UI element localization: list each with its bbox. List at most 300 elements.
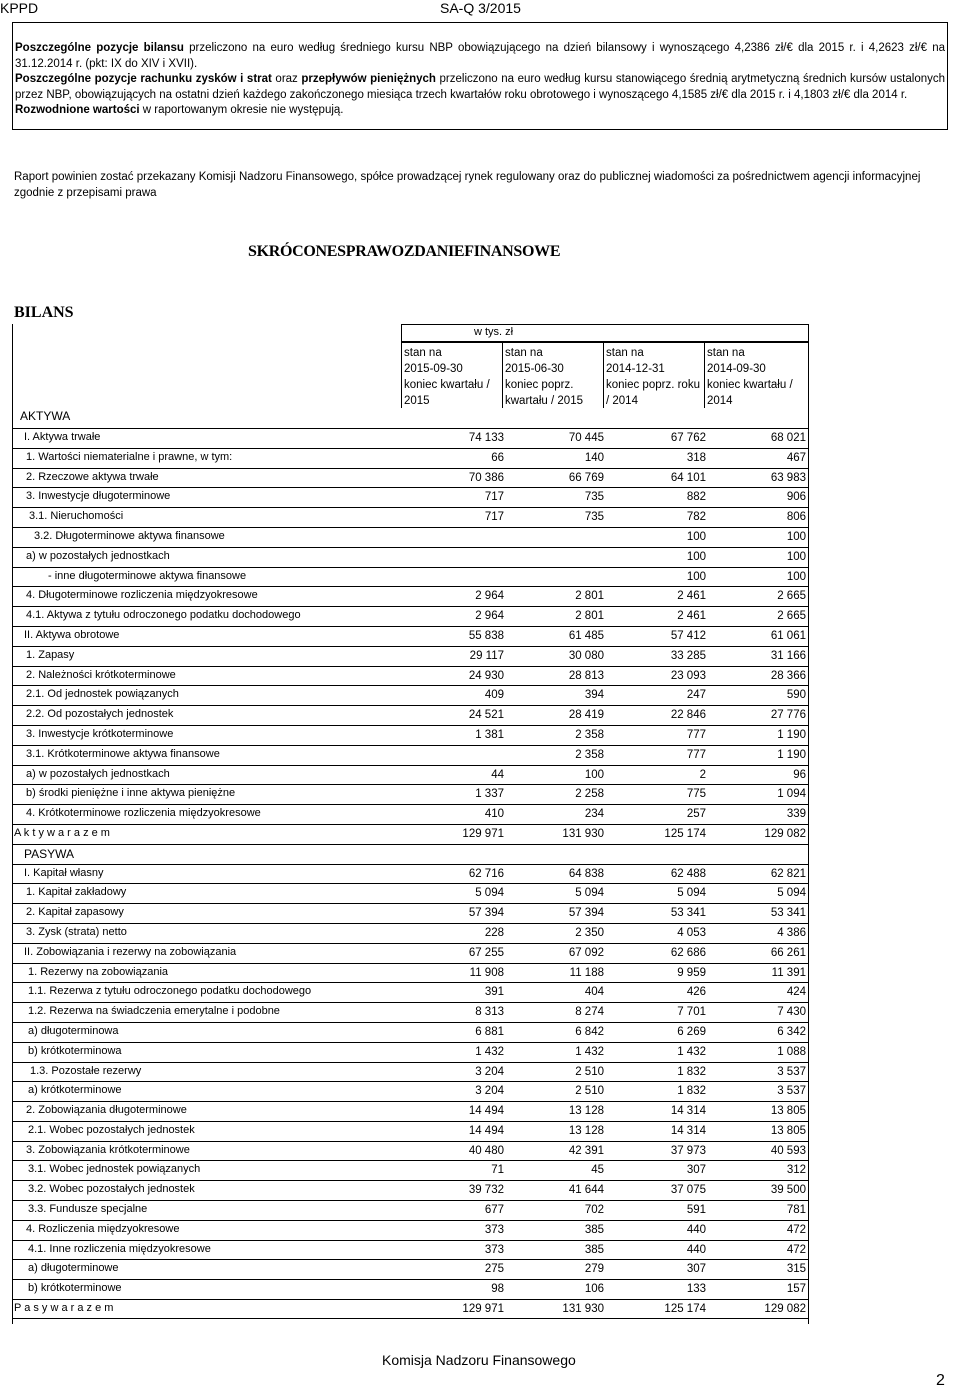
row-value-col-1: 3 204 bbox=[475, 1085, 504, 1098]
document-title: SKRÓCONESPRAWOZDANIEFINANSOWE bbox=[248, 243, 561, 260]
row-value-col-3: 2 461 bbox=[677, 590, 706, 603]
row-label: - inne długoterminowe aktywa finansowe bbox=[48, 569, 247, 582]
column-header-line: koniec kwartału / bbox=[404, 379, 490, 391]
notes-bold-3: Rozwodnione wartości bbox=[15, 104, 140, 116]
table-row bbox=[12, 883, 809, 903]
row-value-col-2: 1 432 bbox=[575, 1045, 604, 1058]
table-row bbox=[12, 507, 809, 527]
row-value-col-3: 7 701 bbox=[677, 1006, 706, 1019]
row-label: a) w pozostałych jednostkach bbox=[26, 549, 170, 562]
column-header-line: koniec poprz. bbox=[505, 379, 574, 391]
row-value-col-3: 307 bbox=[686, 1263, 706, 1276]
column-header-line: / 2014 bbox=[606, 395, 638, 407]
row-value-col-2: 64 838 bbox=[568, 867, 604, 880]
row-value-col-3: 100 bbox=[686, 530, 706, 543]
row-value-col-4: 472 bbox=[786, 1223, 806, 1236]
row-value-col-3: 57 412 bbox=[670, 629, 706, 642]
table-row bbox=[12, 765, 809, 785]
row-label: 4.1. Inne rozliczenia międzyokresowe bbox=[28, 1242, 211, 1255]
row-value-col-3: 777 bbox=[686, 748, 706, 761]
row-label: 1.2. Rezerwa na świadczenia emerytalne i podobne bbox=[28, 1005, 280, 1018]
notes-bold-1: Poszczególne pozycje bilansu bbox=[15, 42, 184, 54]
units-box bbox=[401, 324, 809, 342]
row-label: 4. Rozliczenia międzyokresowe bbox=[26, 1222, 180, 1235]
row-value-col-4: 28 366 bbox=[770, 669, 806, 682]
row-value-col-3: 37 075 bbox=[670, 1184, 706, 1197]
row-value-col-2: 66 769 bbox=[568, 471, 604, 484]
row-value-col-1: 409 bbox=[484, 689, 504, 702]
row-value-col-4: 2 665 bbox=[777, 590, 806, 603]
row-value-col-4: 339 bbox=[786, 808, 806, 821]
table-row bbox=[12, 646, 809, 666]
column-header-1 bbox=[401, 342, 502, 408]
row-label: 1. Zapasy bbox=[26, 648, 75, 661]
row-value-col-2: 11 188 bbox=[569, 966, 604, 979]
row-value-col-3: 777 bbox=[686, 728, 706, 741]
units-label: w tys. zł bbox=[474, 326, 514, 338]
row-label: 3.2. Długoterminowe aktywa finansowe bbox=[34, 529, 225, 542]
table-row bbox=[12, 1279, 809, 1299]
row-label: a) długoterminowe bbox=[28, 1262, 119, 1275]
table-row bbox=[12, 1081, 809, 1101]
row-value-col-2: 404 bbox=[584, 986, 604, 999]
row-label: 1. Rezerwy na zobowiązania bbox=[28, 965, 169, 978]
table-row bbox=[12, 1180, 809, 1200]
row-value-col-2: 394 bbox=[584, 689, 604, 702]
row-value-col-2: 735 bbox=[584, 511, 604, 524]
table-row bbox=[12, 567, 809, 587]
row-value-col-2: 2 358 bbox=[575, 728, 604, 741]
row-value-col-4: 781 bbox=[786, 1204, 806, 1217]
row-value-col-4: 472 bbox=[786, 1243, 806, 1256]
table-row bbox=[12, 1042, 809, 1062]
column-header-line: stan na bbox=[404, 347, 442, 359]
row-label: a) krótkoterminowe bbox=[28, 1084, 122, 1097]
notes-bold-2: Poszczególne pozycje rachunku zysków i strat bbox=[15, 73, 272, 85]
table-row bbox=[12, 428, 809, 448]
row-value-col-1: 717 bbox=[484, 491, 504, 504]
row-value-col-1: 11 908 bbox=[469, 966, 504, 979]
row-value-col-2: 13 128 bbox=[568, 1105, 604, 1118]
notes-text-2: przeliczono na euro według kursu stanowiącego średnią arytmetyczną średnich kursów ustalonych przez NBP, obowiązujących na ostatni dzień każdego zakończonego miesiąca trzech kwartałów roku obrotowego i wynoszącego 4,1585 zł/€ dla 2015 r. i 4,1803 zł/€ dla 2014 r. bbox=[15, 73, 946, 101]
row-label: PASYWA bbox=[24, 846, 75, 861]
footer-label: Komisja Nadzoru Finansowego bbox=[382, 1352, 576, 1368]
row-value-col-4: 315 bbox=[786, 1263, 806, 1276]
row-value-col-2: 131 930 bbox=[562, 1303, 604, 1316]
row-value-col-3: 33 285 bbox=[670, 649, 706, 662]
table-row bbox=[12, 804, 809, 824]
row-value-col-2: 735 bbox=[584, 491, 604, 504]
row-label: 1.3. Pozostałe rezerwy bbox=[30, 1064, 142, 1077]
table-row bbox=[12, 487, 809, 507]
row-value-col-1: 5 094 bbox=[475, 887, 504, 900]
row-value-col-4: 53 341 bbox=[770, 907, 806, 920]
row-value-col-3: 775 bbox=[686, 788, 706, 801]
row-label: a) w pozostałych jednostkach bbox=[26, 767, 170, 780]
row-value-col-1: 24 930 bbox=[468, 669, 504, 682]
row-value-col-3: 125 174 bbox=[664, 1303, 706, 1316]
row-value-col-4: 61 061 bbox=[770, 629, 806, 642]
row-value-col-4: 31 166 bbox=[770, 649, 806, 662]
row-label: 3. Inwestycje długoterminowe bbox=[26, 490, 171, 503]
row-value-col-2: 41 644 bbox=[568, 1184, 604, 1197]
notes-paragraph-2 bbox=[15, 72, 945, 103]
row-label: 4. Krótkoterminowe rozliczenia międzyokresowe bbox=[26, 807, 261, 820]
row-value-col-3: 2 bbox=[699, 768, 706, 781]
row-value-col-3: 4 053 bbox=[677, 926, 706, 939]
row-label: b) krótkoterminowa bbox=[28, 1044, 122, 1057]
row-value-col-3: 591 bbox=[686, 1204, 706, 1217]
notes-text-2a: oraz bbox=[271, 73, 302, 85]
row-value-col-4: 3 537 bbox=[777, 1085, 806, 1098]
table-row bbox=[12, 1160, 809, 1180]
row-value-col-2: 106 bbox=[584, 1283, 604, 1296]
row-value-col-1: 677 bbox=[484, 1204, 504, 1217]
row-value-col-4: 1 190 bbox=[777, 728, 806, 741]
row-value-col-3: 782 bbox=[686, 511, 706, 524]
balance-sheet-table bbox=[12, 428, 809, 1319]
row-label: I. Kapitał własny bbox=[24, 866, 104, 879]
row-value-col-1: 55 838 bbox=[468, 629, 504, 642]
row-label: 3. Inwestycje krótkoterminowe bbox=[26, 727, 174, 740]
row-label: 3. Zobowiązania krótkoterminowe bbox=[26, 1143, 190, 1156]
row-value-col-2: 28 813 bbox=[568, 669, 604, 682]
row-label: I. Aktywa trwałe bbox=[24, 431, 101, 443]
row-value-col-1: 70 386 bbox=[468, 471, 504, 484]
column-header-line: kwartału / 2015 bbox=[505, 395, 583, 407]
row-value-col-2: 100 bbox=[584, 768, 604, 781]
row-value-col-1: 2 964 bbox=[475, 610, 504, 623]
notes-paragraph-3 bbox=[15, 103, 945, 119]
row-value-col-3: 440 bbox=[686, 1223, 706, 1236]
table-row bbox=[12, 745, 809, 765]
row-value-col-4: 2 665 bbox=[777, 610, 806, 623]
section-title-bilans: BILANS bbox=[14, 304, 74, 321]
row-value-col-2: 2 801 bbox=[575, 590, 604, 603]
row-value-col-2: 67 092 bbox=[568, 946, 604, 959]
row-value-col-3: 247 bbox=[686, 689, 706, 702]
raport-statement: Raport powinien zostać przekazany Komisji Nadzoru Finansowego, spółce prowadzącej rynek regulowany oraz do publicznej wiadomości za pośrednictwem agencji informacyjnej zgodnie z przepisami prawa bbox=[14, 171, 921, 199]
column-header-line: 2015 bbox=[404, 395, 430, 407]
row-value-col-1: 29 117 bbox=[469, 649, 504, 662]
row-value-col-1: 74 133 bbox=[468, 432, 504, 444]
row-value-col-2: 2 358 bbox=[575, 748, 604, 761]
row-value-col-1: 717 bbox=[484, 511, 504, 524]
header-left-label: KPPD bbox=[0, 0, 39, 16]
row-value-col-1: 275 bbox=[484, 1263, 504, 1276]
row-value-col-3: 6 269 bbox=[677, 1025, 706, 1038]
row-value-col-1: 373 bbox=[484, 1223, 504, 1236]
column-header-line: stan na bbox=[606, 347, 644, 359]
row-value-col-2: 2 801 bbox=[575, 610, 604, 623]
table-row bbox=[12, 923, 809, 943]
column-header-line: stan na bbox=[707, 347, 745, 359]
row-value-col-4: 157 bbox=[786, 1283, 806, 1296]
table-row bbox=[12, 1240, 809, 1260]
row-label: 2. Należności krótkoterminowe bbox=[26, 668, 176, 681]
row-value-col-1: 40 480 bbox=[468, 1144, 504, 1157]
row-value-col-4: 424 bbox=[786, 986, 806, 999]
row-value-col-2: 5 094 bbox=[575, 887, 604, 900]
row-value-col-3: 67 762 bbox=[670, 432, 706, 444]
row-value-col-1: 6 881 bbox=[475, 1025, 504, 1038]
row-value-col-4: 63 983 bbox=[770, 471, 806, 484]
table-row bbox=[12, 1299, 809, 1319]
header-center-label: SA-Q 3/2015 bbox=[440, 0, 521, 16]
row-value-col-3: 882 bbox=[686, 491, 706, 504]
row-value-col-4: 906 bbox=[786, 491, 806, 504]
notes-paragraph-1 bbox=[15, 41, 945, 72]
row-label: 2. Kapitał zapasowy bbox=[26, 906, 124, 919]
column-header-line: 2014-09-30 bbox=[707, 363, 766, 375]
row-label: 3.1. Wobec jednostek powiązanych bbox=[28, 1163, 201, 1176]
row-value-col-4: 62 821 bbox=[770, 867, 806, 880]
row-value-col-3: 133 bbox=[686, 1283, 706, 1296]
row-value-col-4: 100 bbox=[786, 550, 806, 563]
table-row bbox=[12, 586, 809, 606]
row-label: 3. Zysk (strata) netto bbox=[26, 925, 127, 938]
row-value-col-2: 702 bbox=[584, 1204, 604, 1217]
notes-text-1: przeliczono na euro według średniego kursu NBP obowiązującego na dzień bilansowy i wynoszącego 4,2386 zł/€ dla 2015 r. i 4,2623 zł/€ na 31.12.2014 r. (pkt: IX do XIV i XVII). bbox=[15, 42, 946, 70]
row-value-col-4: 1 088 bbox=[777, 1045, 806, 1058]
row-label: b) krótkoterminowe bbox=[28, 1282, 122, 1295]
row-value-col-3: 1 832 bbox=[677, 1085, 706, 1098]
row-value-col-2: 385 bbox=[584, 1223, 604, 1236]
row-label: 3.1. Nieruchomości bbox=[29, 510, 124, 523]
row-value-col-1: 391 bbox=[484, 986, 504, 999]
row-value-col-1: 2 964 bbox=[475, 590, 504, 603]
row-label: 1. Wartości niematerialne i prawne, w tym: bbox=[26, 450, 233, 463]
row-value-col-2: 2 510 bbox=[575, 1065, 604, 1078]
table-row bbox=[12, 824, 809, 844]
row-value-col-1: 1 337 bbox=[475, 788, 504, 801]
row-value-col-3: 318 bbox=[686, 451, 706, 464]
row-label: 3.1. Krótkoterminowe aktywa finansowe bbox=[26, 747, 220, 760]
row-label: P a s y w a r a z e m bbox=[14, 1302, 114, 1315]
row-value-col-2: 45 bbox=[591, 1164, 604, 1177]
row-value-col-2: 57 394 bbox=[568, 907, 604, 920]
row-value-col-1: 1 432 bbox=[475, 1045, 504, 1058]
table-row bbox=[12, 963, 809, 983]
column-header-line: 2014-12-31 bbox=[606, 363, 665, 375]
row-value-col-3: 1 832 bbox=[677, 1065, 706, 1078]
row-value-col-3: 14 314 bbox=[670, 1124, 706, 1137]
row-label: 4. Długoterminowe rozliczenia międzyokresowe bbox=[26, 589, 258, 602]
row-value-col-2: 70 445 bbox=[568, 432, 604, 444]
row-value-col-2: 140 bbox=[584, 451, 604, 464]
row-value-col-2: 61 485 bbox=[568, 629, 604, 642]
row-value-col-1: 129 971 bbox=[462, 827, 504, 840]
table-row bbox=[12, 1002, 809, 1022]
row-value-col-4: 129 082 bbox=[764, 1303, 806, 1316]
row-value-col-2: 2 510 bbox=[575, 1085, 604, 1098]
row-value-col-4: 312 bbox=[786, 1164, 806, 1177]
row-value-col-4: 13 805 bbox=[770, 1105, 806, 1118]
row-value-col-4: 66 261 bbox=[770, 946, 806, 959]
row-value-col-3: 62 686 bbox=[670, 946, 706, 959]
row-value-col-4: 1 190 bbox=[777, 748, 806, 761]
row-value-col-4: 13 805 bbox=[770, 1124, 806, 1137]
row-value-col-1: 62 716 bbox=[468, 867, 504, 880]
row-value-col-3: 64 101 bbox=[670, 471, 706, 484]
row-label: II. Zobowiązania i rezerwy na zobowiązania bbox=[24, 945, 237, 958]
row-value-col-4: 96 bbox=[793, 768, 806, 781]
row-label: a) długoterminowa bbox=[28, 1024, 119, 1037]
row-label: 2.2. Od pozostałych jednostek bbox=[26, 708, 174, 721]
table-row bbox=[12, 784, 809, 804]
column-header-line: koniec kwartału / bbox=[707, 379, 793, 391]
row-value-col-2: 6 842 bbox=[575, 1025, 604, 1038]
row-value-col-4: 39 500 bbox=[770, 1184, 806, 1197]
row-value-col-2: 42 391 bbox=[568, 1144, 604, 1157]
row-value-col-1: 14 494 bbox=[468, 1105, 504, 1118]
row-value-col-1: 44 bbox=[491, 768, 504, 781]
column-header-2 bbox=[502, 342, 603, 408]
row-value-col-1: 57 394 bbox=[468, 907, 504, 920]
row-value-col-1: 410 bbox=[484, 808, 504, 821]
row-value-col-3: 100 bbox=[686, 570, 706, 583]
table-row bbox=[12, 982, 809, 1002]
table-row bbox=[12, 666, 809, 686]
row-value-col-4: 590 bbox=[786, 689, 806, 702]
table-row bbox=[12, 943, 809, 963]
table-row bbox=[12, 1121, 809, 1141]
row-value-col-1: 228 bbox=[484, 926, 504, 939]
row-value-col-1: 98 bbox=[491, 1283, 504, 1296]
row-value-col-1: 3 204 bbox=[475, 1065, 504, 1078]
row-value-col-3: 426 bbox=[686, 986, 706, 999]
row-label: II. Aktywa obrotowe bbox=[24, 628, 120, 641]
row-value-col-3: 37 973 bbox=[670, 1144, 706, 1157]
row-value-col-3: 307 bbox=[686, 1164, 706, 1177]
row-label: 1.1. Rezerwa z tytułu odroczonego podatku dochodowego bbox=[28, 985, 312, 998]
column-header-line: 2015-06-30 bbox=[505, 363, 564, 375]
table-row bbox=[12, 1022, 809, 1042]
row-value-col-1: 24 521 bbox=[468, 709, 504, 722]
table-row bbox=[12, 606, 809, 626]
row-value-col-3: 5 094 bbox=[677, 887, 706, 900]
row-value-col-1: 373 bbox=[484, 1243, 504, 1256]
row-value-col-3: 1 432 bbox=[677, 1045, 706, 1058]
row-value-col-4: 100 bbox=[786, 570, 806, 583]
table-row bbox=[12, 1259, 809, 1279]
row-value-col-3: 125 174 bbox=[664, 827, 706, 840]
row-value-col-1: 1 381 bbox=[475, 728, 504, 741]
table-row bbox=[12, 903, 809, 923]
row-value-col-1: 8 313 bbox=[475, 1006, 504, 1019]
row-label: 2.1. Wobec pozostałych jednostek bbox=[28, 1123, 195, 1136]
aktywa-label: AKTYWA bbox=[20, 409, 71, 423]
row-value-col-4: 27 776 bbox=[770, 709, 806, 722]
table-row bbox=[12, 1200, 809, 1220]
row-value-col-3: 2 461 bbox=[677, 610, 706, 623]
row-label: 3.2. Wobec pozostałych jednostek bbox=[28, 1183, 195, 1196]
table-row bbox=[12, 705, 809, 725]
row-value-col-3: 53 341 bbox=[670, 907, 706, 920]
page-number: 2 bbox=[936, 1372, 945, 1389]
column-header-4 bbox=[704, 342, 809, 408]
row-value-col-2: 131 930 bbox=[562, 827, 604, 840]
table-row bbox=[12, 685, 809, 705]
row-value-col-3: 14 314 bbox=[670, 1105, 706, 1118]
row-value-col-4: 4 386 bbox=[777, 926, 806, 939]
row-value-col-4: 1 094 bbox=[777, 788, 806, 801]
row-value-col-2: 8 274 bbox=[575, 1006, 604, 1019]
row-value-col-2: 385 bbox=[584, 1243, 604, 1256]
row-value-col-2: 234 bbox=[584, 808, 604, 821]
row-value-col-4: 5 094 bbox=[777, 887, 806, 900]
table-row bbox=[12, 844, 809, 864]
row-value-col-4: 129 082 bbox=[764, 827, 806, 840]
column-header-3 bbox=[603, 342, 704, 408]
row-value-col-4: 68 021 bbox=[770, 432, 806, 444]
row-value-col-4: 6 342 bbox=[777, 1025, 806, 1038]
table-row bbox=[12, 1220, 809, 1240]
row-label: A k t y w a r a z e m bbox=[14, 826, 110, 839]
row-value-col-1: 67 255 bbox=[468, 946, 504, 959]
row-label: 2.1. Od jednostek powiązanych bbox=[26, 688, 179, 701]
row-value-col-1: 129 971 bbox=[462, 1303, 504, 1316]
row-value-col-1: 39 732 bbox=[468, 1184, 504, 1197]
table-row bbox=[12, 468, 809, 488]
notes-text-3: w raportowanym okresie nie występują. bbox=[139, 104, 344, 116]
table-row bbox=[12, 1101, 809, 1121]
row-value-col-4: 40 593 bbox=[770, 1144, 806, 1157]
row-value-col-3: 23 093 bbox=[670, 669, 706, 682]
notes-bold-2b: przepływów pieniężnych bbox=[301, 73, 436, 85]
column-header-line: 2015-09-30 bbox=[404, 363, 463, 375]
row-value-col-1: 66 bbox=[491, 451, 504, 464]
row-value-col-4: 3 537 bbox=[777, 1065, 806, 1078]
table-row bbox=[12, 725, 809, 745]
row-value-col-2: 30 080 bbox=[568, 649, 604, 662]
row-value-col-4: 7 430 bbox=[777, 1006, 806, 1019]
row-label: b) środki pieniężne i inne aktywa pieniężne bbox=[26, 787, 236, 800]
row-label: 3.3. Fundusze specjalne bbox=[28, 1203, 148, 1216]
table-row bbox=[12, 527, 809, 547]
row-value-col-2: 13 128 bbox=[568, 1124, 604, 1137]
row-value-col-4: 11 391 bbox=[771, 966, 806, 979]
table-row bbox=[12, 864, 809, 884]
row-label: 4.1. Aktywa z tytułu odroczonego podatku dochodowego bbox=[26, 609, 301, 622]
row-value-col-4: 467 bbox=[786, 451, 806, 464]
row-value-col-4: 100 bbox=[786, 530, 806, 543]
column-header-line: stan na bbox=[505, 347, 543, 359]
row-value-col-2: 28 419 bbox=[568, 709, 604, 722]
row-value-col-1: 14 494 bbox=[468, 1124, 504, 1137]
row-value-col-3: 257 bbox=[686, 808, 706, 821]
row-value-col-3: 100 bbox=[686, 550, 706, 563]
row-value-col-2: 2 258 bbox=[575, 788, 604, 801]
row-label: 2. Rzeczowe aktywa trwałe bbox=[26, 470, 159, 483]
row-value-col-2: 2 350 bbox=[575, 926, 604, 939]
table-row bbox=[12, 448, 809, 468]
row-value-col-4: 806 bbox=[786, 511, 806, 524]
table-row bbox=[12, 547, 809, 567]
table-row bbox=[12, 626, 809, 646]
column-header-line: koniec poprz. roku bbox=[606, 379, 700, 391]
row-value-col-3: 62 488 bbox=[670, 867, 706, 880]
row-value-col-1: 71 bbox=[491, 1164, 504, 1177]
row-label: 1. Kapitał zakładowy bbox=[26, 886, 127, 899]
row-value-col-3: 440 bbox=[686, 1243, 706, 1256]
row-value-col-3: 22 846 bbox=[670, 709, 706, 722]
row-value-col-2: 279 bbox=[584, 1263, 604, 1276]
page-header bbox=[0, 0, 960, 18]
row-value-col-3: 9 959 bbox=[677, 966, 706, 979]
table-row bbox=[12, 1062, 809, 1082]
row-label: 2. Zobowiązania długoterminowe bbox=[26, 1104, 187, 1117]
